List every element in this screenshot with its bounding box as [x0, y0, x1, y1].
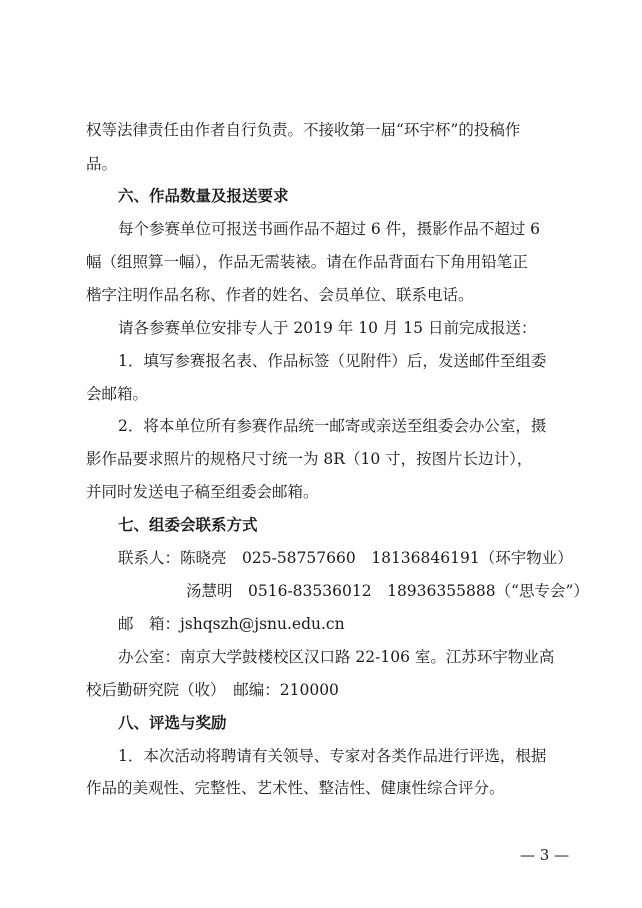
paragraph-line: 会邮箱。: [86, 385, 149, 403]
paragraph-line: 品。: [86, 155, 118, 173]
paragraph-line: 并同时发送电子稿至组委会邮箱。: [86, 483, 319, 501]
section-heading-7: 七、组委会联系方式: [118, 515, 258, 534]
office-line: 办公室：南京大学鼓楼校区汉口路 22-106 室。江苏环宇物业高: [118, 648, 555, 666]
paragraph-line: 作品的美观性、完整性、艺术性、整洁性、健康性综合评分。: [86, 779, 505, 797]
section-heading-8: 八、评选与奖励: [118, 713, 227, 732]
paragraph-line: 每个参赛单位可报送书画作品不超过 6 件，摄影作品不超过 6: [118, 220, 541, 238]
list-item-2: 2．将本单位所有参赛作品统一邮寄或亲送至组委会办公室，摄: [118, 417, 547, 435]
paragraph-line: 影作品要求照片的规格尺寸统一为 8R（10 寸，按图片长边计），: [86, 450, 533, 468]
section-heading-6: 六、作品数量及报送要求: [118, 186, 289, 205]
paragraph-line: 权等法律责任由作者自行负责。不接收第一届“环宇杯”的投稿作: [86, 121, 521, 139]
contact-line-2: 汤慧明 0516-83536012 18936355888（“思专会”）: [186, 582, 589, 600]
paragraph-line: 楷字注明作品名称、作者的姓名、会员单位、联系电话。: [86, 286, 474, 304]
email-line: 邮 箱：jshqszh@jsnu.edu.cn: [118, 615, 345, 633]
paragraph-line: 请各参赛单位安排专人于 2019 年 10 月 15 日前完成报送：: [118, 319, 537, 337]
contact-line-1: 联系人：陈晓亮 025-58757660 18136846191（环宇物业）: [118, 549, 573, 567]
list-item-1: 1．填写参赛报名表、作品标签（见附件）后，发送邮件至组委: [118, 352, 547, 370]
page-number: — 3 —: [520, 846, 570, 864]
list-item-1: 1．本次活动将聘请有关领导、专家对各类作品进行评选，根据: [118, 747, 547, 765]
paragraph-line: 校后勤研究院（收） 邮编：210000: [86, 681, 339, 699]
paragraph-line: 幅（组照算一幅），作品无需装裱。请在作品背面右下角用铅笔正: [86, 253, 528, 271]
